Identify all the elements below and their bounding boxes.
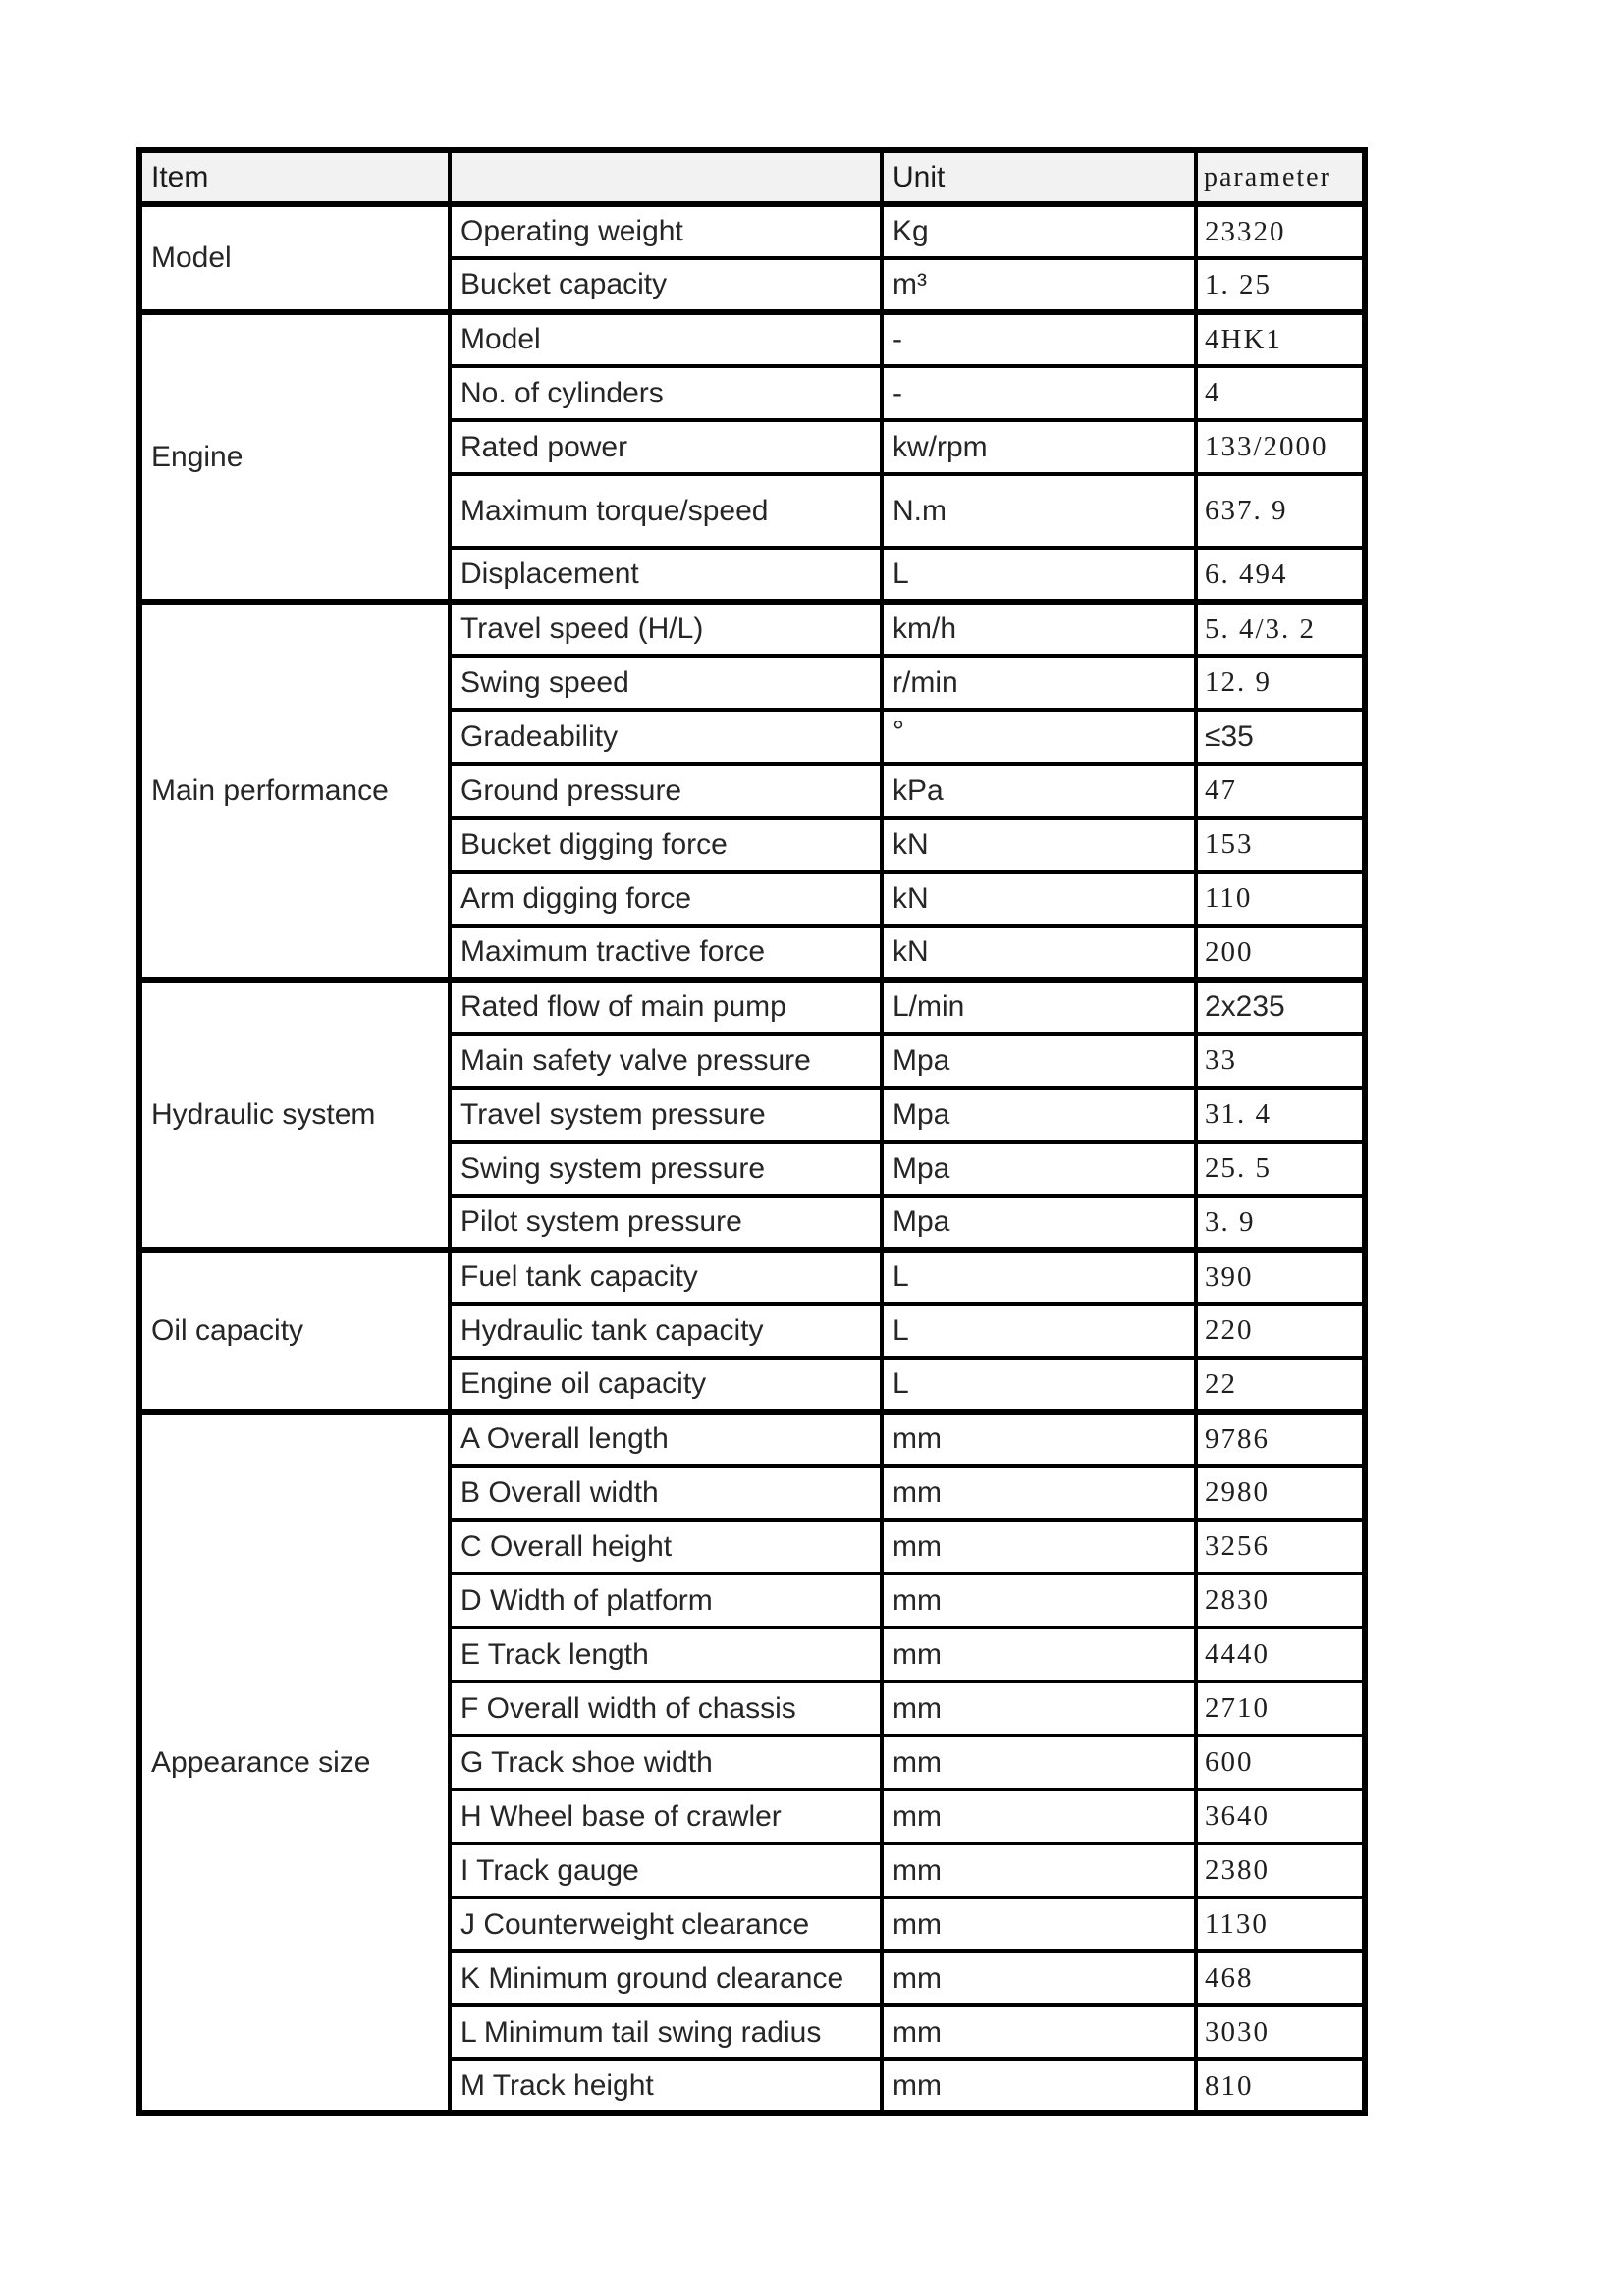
item-name-cell: Bucket capacity: [450, 258, 882, 312]
parameter-value-cell: 153: [1196, 818, 1365, 872]
unit-cell: N.m: [882, 474, 1196, 548]
unit-cell: Kg: [882, 204, 1196, 258]
unit-cell: Mpa: [882, 1196, 1196, 1250]
item-name-cell: Swing speed: [450, 656, 882, 710]
unit-cell: -: [882, 366, 1196, 420]
item-name-cell: Travel system pressure: [450, 1088, 882, 1142]
unit-cell: L/min: [882, 980, 1196, 1034]
parameter-value-cell: 12. 9: [1196, 656, 1365, 710]
unit-cell: mm: [882, 2005, 1196, 2059]
item-name-cell: Travel speed (H/L): [450, 602, 882, 656]
parameter-value-cell: 2380: [1196, 1843, 1365, 1897]
unit-cell: mm: [882, 1466, 1196, 1520]
item-name-cell: Maximum tractive force: [450, 926, 882, 980]
unit-cell: km/h: [882, 602, 1196, 656]
unit-cell: mm: [882, 1520, 1196, 1574]
unit-cell: mm: [882, 1951, 1196, 2005]
parameter-value-cell: 110: [1196, 872, 1365, 926]
item-name-cell: K Minimum ground clearance: [450, 1951, 882, 2005]
group-cell-oil-capacity: Oil capacity: [139, 1250, 450, 1412]
item-name-cell: Fuel tank capacity: [450, 1250, 882, 1304]
parameter-value-cell: 4440: [1196, 1628, 1365, 1682]
unit-cell: mm: [882, 1735, 1196, 1789]
item-name-cell: M Track height: [450, 2059, 882, 2113]
item-name-cell: H Wheel base of crawler: [450, 1789, 882, 1843]
parameter-value-cell: 1130: [1196, 1897, 1365, 1951]
item-name-cell: Main safety valve pressure: [450, 1034, 882, 1088]
unit-cell: L: [882, 1304, 1196, 1358]
unit-cell: mm: [882, 1412, 1196, 1466]
item-name-cell: Ground pressure: [450, 764, 882, 818]
parameter-value-cell: 47: [1196, 764, 1365, 818]
table-header-row: [139, 150, 1365, 204]
table-row: [139, 602, 1365, 656]
unit-cell: kPa: [882, 764, 1196, 818]
unit-cell: mm: [882, 1897, 1196, 1951]
item-name-cell: D Width of platform: [450, 1574, 882, 1628]
item-name-cell: J Counterweight clearance: [450, 1897, 882, 1951]
parameter-value-cell: 3256: [1196, 1520, 1365, 1574]
item-name-cell: A Overall length: [450, 1412, 882, 1466]
parameter-value-cell: 810: [1196, 2059, 1365, 2113]
item-name-cell: No. of cylinders: [450, 366, 882, 420]
group-cell-model: Model: [139, 204, 450, 312]
unit-cell: mm: [882, 1789, 1196, 1843]
table-row: [139, 204, 1365, 258]
unit-cell: Mpa: [882, 1034, 1196, 1088]
parameter-value-cell: 3640: [1196, 1789, 1365, 1843]
parameter-value-cell: 31. 4: [1196, 1088, 1365, 1142]
group-cell-engine: Engine: [139, 312, 450, 602]
column-header-parameter: parameter: [1196, 150, 1365, 204]
unit-cell: -: [882, 312, 1196, 366]
item-name-cell: C Overall height: [450, 1520, 882, 1574]
item-name-cell: Bucket digging force: [450, 818, 882, 872]
item-name-cell: E Track length: [450, 1628, 882, 1682]
item-name-cell: Operating weight: [450, 204, 882, 258]
parameter-value-cell: 23320: [1196, 204, 1365, 258]
item-name-cell: Maximum torque/speed: [450, 474, 882, 548]
item-name-cell: Gradeability: [450, 710, 882, 764]
item-name-cell: G Track shoe width: [450, 1735, 882, 1789]
parameter-value-cell: 1. 25: [1196, 258, 1365, 312]
column-header-unit: Unit: [882, 150, 1196, 204]
item-name-cell: Engine oil capacity: [450, 1358, 882, 1412]
parameter-value-cell: 25. 5: [1196, 1142, 1365, 1196]
unit-cell: r/min: [882, 656, 1196, 710]
unit-cell: mm: [882, 1574, 1196, 1628]
parameter-value-cell: 2x235: [1196, 980, 1365, 1034]
parameter-value-cell: 4: [1196, 366, 1365, 420]
parameter-value-cell: 220: [1196, 1304, 1365, 1358]
parameter-value-cell: 200: [1196, 926, 1365, 980]
unit-cell: mm: [882, 2059, 1196, 2113]
parameter-value-cell: 22: [1196, 1358, 1365, 1412]
group-cell-main-performance: Main performance: [139, 602, 450, 980]
unit-cell: kN: [882, 818, 1196, 872]
item-name-cell: B Overall width: [450, 1466, 882, 1520]
unit-cell: Mpa: [882, 1088, 1196, 1142]
parameter-value-cell: 2830: [1196, 1574, 1365, 1628]
item-name-cell: Pilot system pressure: [450, 1196, 882, 1250]
item-name-cell: Arm digging force: [450, 872, 882, 926]
parameter-value-cell: ≤35: [1196, 710, 1365, 764]
item-name-cell: Displacement: [450, 548, 882, 602]
unit-cell: kN: [882, 926, 1196, 980]
unit-cell: L: [882, 1358, 1196, 1412]
unit-cell: L: [882, 1250, 1196, 1304]
column-header-item: Item: [139, 150, 450, 204]
table-row: [139, 980, 1365, 1034]
item-name-cell: I Track gauge: [450, 1843, 882, 1897]
spec-table: [136, 147, 1368, 2116]
table-row: [139, 1250, 1365, 1304]
parameter-value-cell: 6. 494: [1196, 548, 1365, 602]
parameter-value-cell: 2710: [1196, 1682, 1365, 1735]
parameter-value-cell: 5. 4/3. 2: [1196, 602, 1365, 656]
parameter-value-cell: 637. 9: [1196, 474, 1365, 548]
table-row: [139, 312, 1365, 366]
unit-cell: mm: [882, 1682, 1196, 1735]
unit-cell: L: [882, 548, 1196, 602]
item-name-cell: Rated flow of main pump: [450, 980, 882, 1034]
item-name-cell: Model: [450, 312, 882, 366]
group-cell-hydraulic-system: Hydraulic system: [139, 980, 450, 1250]
item-name-cell: Swing system pressure: [450, 1142, 882, 1196]
parameter-value-cell: 468: [1196, 1951, 1365, 2005]
unit-cell: kN: [882, 872, 1196, 926]
item-name-cell: Hydraulic tank capacity: [450, 1304, 882, 1358]
parameter-value-cell: 3. 9: [1196, 1196, 1365, 1250]
unit-cell: kw/rpm: [882, 420, 1196, 474]
parameter-value-cell: 9786: [1196, 1412, 1365, 1466]
item-name-cell: L Minimum tail swing radius: [450, 2005, 882, 2059]
parameter-value-cell: 3030: [1196, 2005, 1365, 2059]
unit-cell: m³: [882, 258, 1196, 312]
group-cell-appearance-size: Appearance size: [139, 1412, 450, 2113]
parameter-value-cell: 4HK1: [1196, 312, 1365, 366]
item-name-cell: F Overall width of chassis: [450, 1682, 882, 1735]
table-row: [139, 1412, 1365, 1466]
unit-cell: mm: [882, 1628, 1196, 1682]
parameter-value-cell: 133/2000: [1196, 420, 1365, 474]
unit-cell: Mpa: [882, 1142, 1196, 1196]
unit-cell: mm: [882, 1843, 1196, 1897]
parameter-value-cell: 390: [1196, 1250, 1365, 1304]
parameter-value-cell: 33: [1196, 1034, 1365, 1088]
column-header-blank: [450, 150, 882, 204]
parameter-value-cell: 2980: [1196, 1466, 1365, 1520]
item-name-cell: Rated power: [450, 420, 882, 474]
parameter-value-cell: 600: [1196, 1735, 1365, 1789]
unit-cell: °: [882, 710, 1196, 764]
